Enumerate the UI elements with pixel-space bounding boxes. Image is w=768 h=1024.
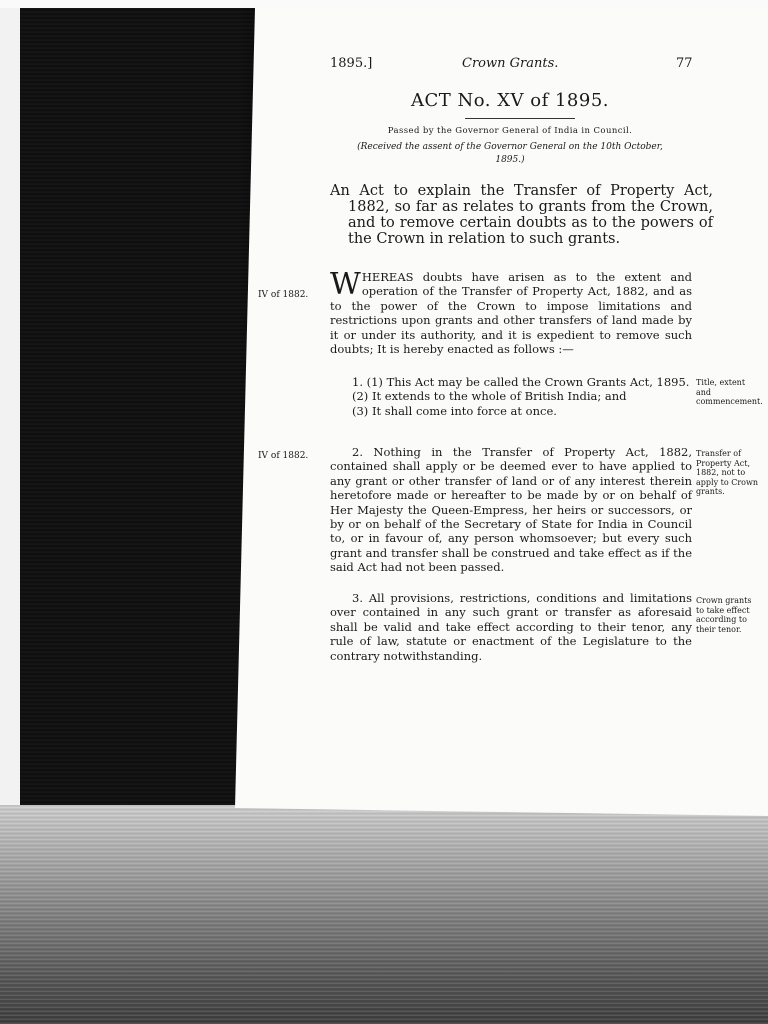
act-preamble: An Act to explain the Transfer of Property Act, 1882, so far as relates to grants from the Crown, and to remove certain doubts as to the powers of the Crown in relation to such grants. bbox=[330, 183, 713, 247]
scan-edge-left bbox=[0, 8, 20, 805]
section-1-subsection-1: 1. (1) This Act may be called the Crown Grants Act, 1895. bbox=[352, 375, 690, 389]
title-rule bbox=[465, 118, 575, 119]
margin-note-right-2: Transfer of Property Act, 1882, not to apply to Crown grants. bbox=[696, 449, 758, 496]
section-1-subsection-3: (3) It shall come into force at once. bbox=[352, 403, 557, 418]
whereas-caps: HEREAS bbox=[361, 270, 414, 284]
scan-edge-top bbox=[0, 0, 768, 8]
section-1 bbox=[330, 375, 692, 418]
section-2-text: 2. Nothing in the Transfer of Property Act, 1882, contained shall apply or be deemed ever to have applied to any grant or other transfer of land or of any interest therein heretofore made or hereafter to be made by or on behalf of Her Majesty the Queen-Empress, her heirs or successors, or by or on behalf of the Secretary of State for India in Council to, or in favour of, any person whomsoever; but every such grant and transfer shall be construed and take effect as if the said Act had not been passed. bbox=[330, 445, 692, 575]
drop-cap: W bbox=[330, 267, 361, 302]
passed-by-line: Passed by the Governor General of India in Council. bbox=[387, 126, 633, 136]
section-3-text: 3. All provisions, restrictions, conditions and limitations over contained in any such grant or transfer as aforesaid shall be valid and take effect according to their tenor, any rule of law, statute or enactment of the Legislature to the contrary notwithstanding. bbox=[330, 591, 692, 663]
margin-note-right-3: Crown grants to take effect according to their tenor. bbox=[696, 596, 752, 634]
whereas-paragraph bbox=[330, 267, 692, 357]
running-title: Crown Grants. bbox=[462, 56, 559, 71]
act-title: ACT No. XV of 1895. bbox=[411, 90, 609, 111]
page-number: 77 bbox=[676, 56, 693, 71]
header-year: 1895.] bbox=[330, 56, 373, 71]
scan-shadow-left bbox=[20, 8, 255, 814]
margin-note-right-1: Title, extent and commencement. bbox=[696, 378, 763, 406]
section-1-subsection-2: (2) It extends to the whole of British India; and bbox=[352, 389, 627, 404]
whereas-text: doubts have arisen as to the extent and operation of the Transfer of Property Act, 1882, and as to the power of the Crown to impose limitations and restrictions upon grants and other transfers of land made by it or under its authority, and it is expedient to remove such doubts; It is hereby enacted as follows :— bbox=[330, 270, 692, 357]
margin-note-left-1: IV of 1882. bbox=[258, 290, 309, 300]
assent-note: (Received the assent of the Governor General on the 10th October, 1895.) bbox=[357, 142, 663, 165]
section-2 bbox=[330, 445, 692, 575]
scan-shadow-bottom bbox=[0, 805, 768, 1024]
section-3 bbox=[330, 591, 692, 663]
margin-note-left-2: IV of 1882. bbox=[258, 451, 309, 461]
